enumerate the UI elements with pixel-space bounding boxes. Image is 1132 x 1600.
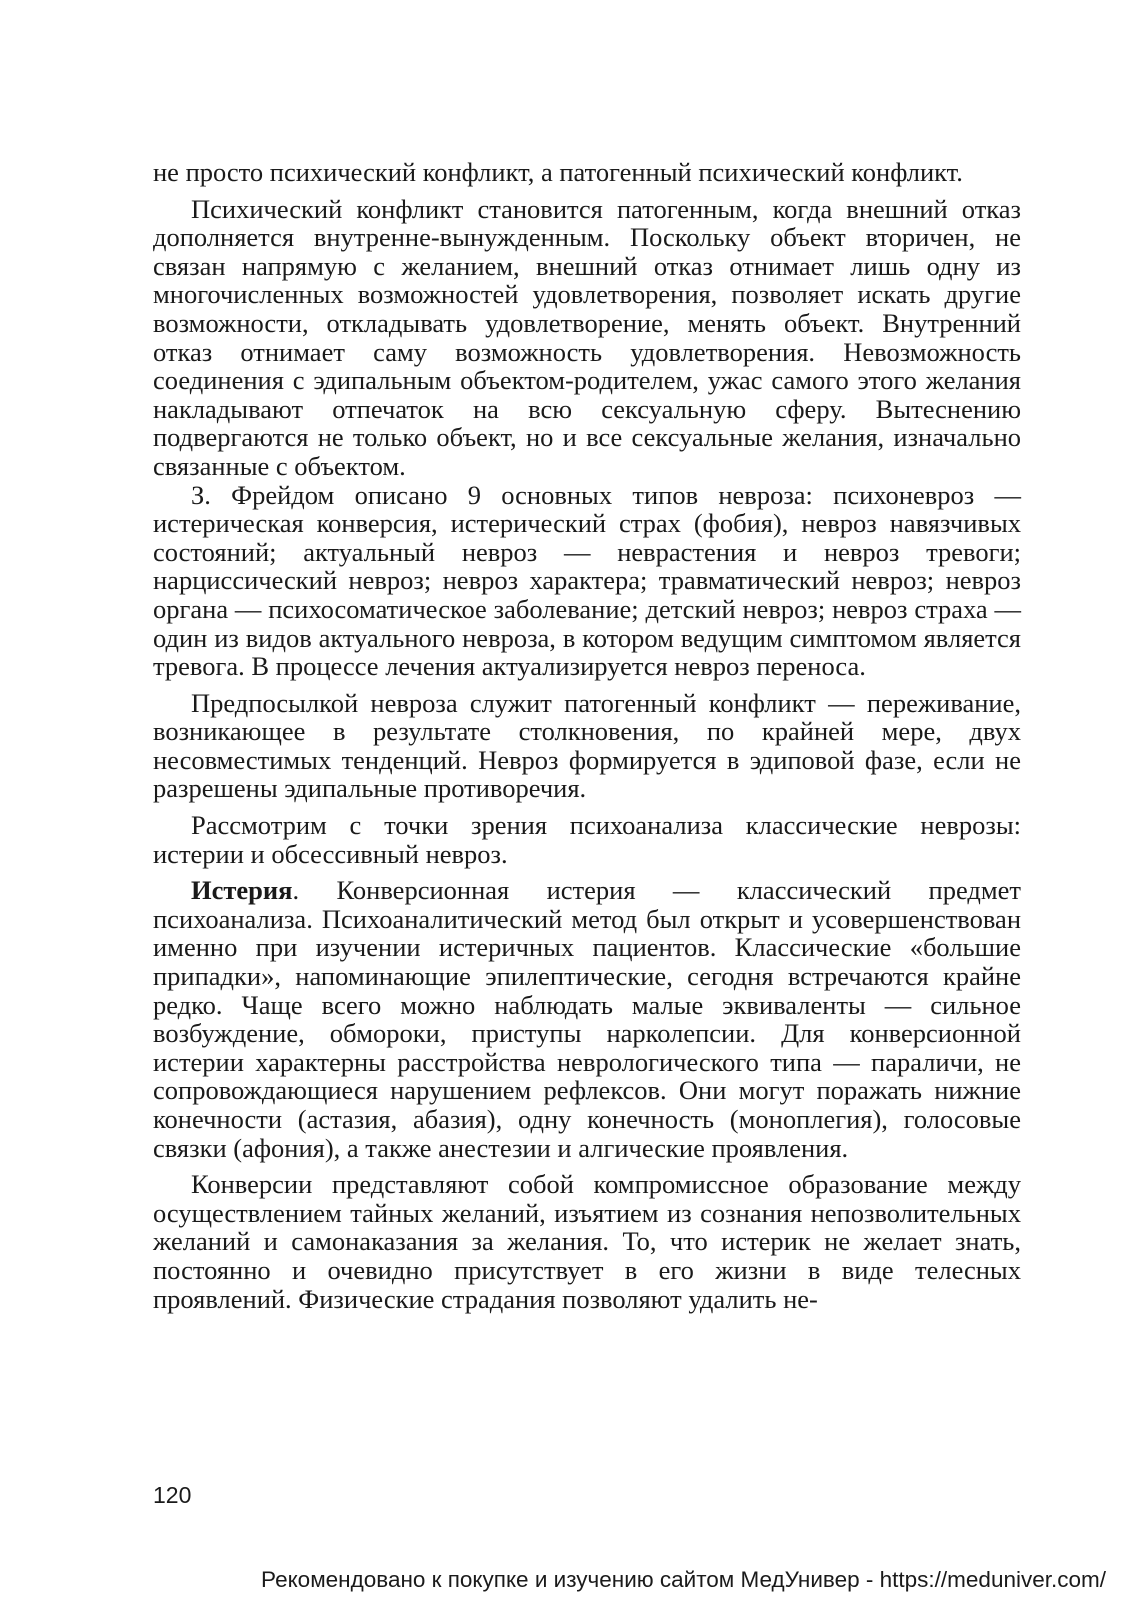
paragraph-pathogenic-conflict: Психический конфликт становится патогенным, когда внешний отказ дополняется внутренне-вынужденным. Поскольку объект вторичен, не связан напрямую с желанием, внешний отказ отнимает лишь одну из многочисленных возможностей удовлетворения, позволяет искать другие возможности, откладывать удовлетворение, менять объект. Внутренний отказ отнимает саму возможность удовлетворения. Невозможность соединения с эдипальным объектом-родителем, ужас самого этого желания накладывают отпечаток на всю сексуальную сферу. Вытеснению подвергаются не только объект, но и все сексуальные желания, изначально связанные с объектом. — [153, 193, 1021, 481]
term-hysteria: Истерия — [191, 875, 293, 906]
paragraph-classic-neuroses: Рассмотрим с точки зрения психоанализа классические неврозы: истерии и обсессивный невроз. — [153, 810, 1021, 869]
paragraph-neurosis-types: З. Фрейдом описано 9 основных типов невроза: психоневроз — истерическая конверсия, истерический страх (фобия), невроз навязчивых состояний; актуальный невроз — неврастения и невроз тревоги; нарциссический невроз; невроз характера; травматический невроз; невроз органа — психосоматическое заболевание; детский невроз; невроз страха — один из видов актуального невроза, в котором ведущим симптомом является тревога. В процессе лечения актуализируется невроз переноса. — [153, 479, 1021, 682]
footer-recommendation: Рекомендовано к покупке и изучению сайтом МедУнивер - https://meduniver.com/ — [261, 1567, 1106, 1592]
paragraph-hysteria-text: . Конверсионная истерия — классический предмет психоанализа. Психоаналитический метод был открыт и усовершенствован именно при изучении истеричных пациентов. Классические «большие припадки», напоминающие эпилептические, сегодня встречаются крайне редко. Чаще всего можно наблюдать малые эквиваленты — сильное возбуждение, обмороки, приступы нарколепсии. Для конверсионной истерии характерны расстройства неврологического типа — параличи, не сопровождающиеся нарушением рефлексов. Они могут поражать нижние конечности (астазия, абазия), одну конечность (моноплегия), голосовые связки (афония), а также анестезии и алгические проявления. — [153, 875, 1021, 1163]
page-number: 120 — [153, 1482, 192, 1508]
paragraph-conversions: Конверсии представляют собой компромиссное образование между осуществлением тайных желаний, изъятием из сознания непозволительных желаний и самонаказания за желания. То, что истерик не желает знать, постоянно и очевидно присутствует в его жизни в виде телесных проявлений. Физические страдания позволяют удалить не- — [153, 1169, 1021, 1314]
paragraph-continuation: не просто психический конфликт, а патогенный психический конфликт. — [153, 157, 963, 187]
paragraph-neurosis-premise: Предпосылкой невроза служит патогенный конфликт — переживание, возникающее в результате столкновения, по крайней мере, двух несовместимых тенденций. Невроз формируется в эдиповой фазе, если не разрешены эдипальные противоречия. — [153, 687, 1021, 804]
page-body — [153, 158, 1021, 1313]
paragraph-hysteria — [153, 876, 1021, 1162]
